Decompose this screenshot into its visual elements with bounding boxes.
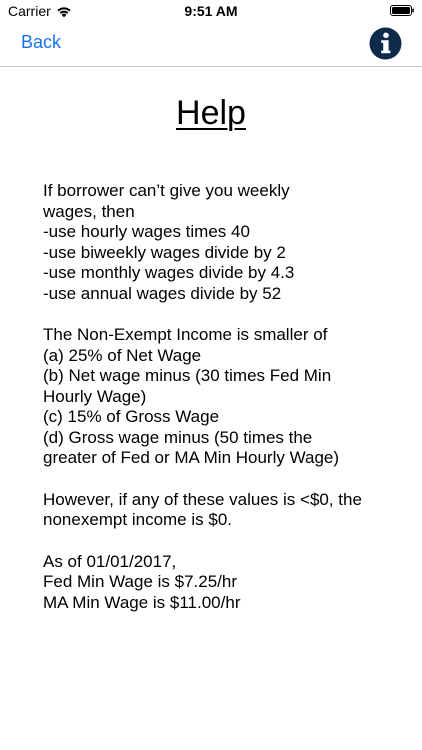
help-text-line: -use annual wages divide by 52	[43, 283, 282, 303]
page-title: Help	[176, 94, 246, 132]
help-text-line: The Non-Exempt Income is smaller of	[43, 325, 328, 344]
help-text-line: As of 01/01/2017,	[43, 551, 177, 571]
minimum-wage-info	[43, 552, 403, 614]
status-time: 9:51 AM	[184, 3, 238, 19]
back-button[interactable]: Back	[21, 32, 62, 52]
help-text-line: greater of Fed or MA Min Hourly Wage)	[43, 448, 340, 467]
help-text-line: (c) 15% of Gross Wage	[43, 407, 220, 426]
help-text-line: nonexempt income is $0.	[43, 510, 232, 529]
non-exempt-income-rules	[43, 325, 403, 469]
help-text-line: -use monthly wages divide by 4.3	[43, 263, 295, 282]
help-text-line: (a) 25% of Net Wage	[43, 345, 202, 365]
navigation-bar	[0, 22, 422, 67]
negative-value-note	[43, 490, 403, 531]
info-icon[interactable]	[369, 27, 402, 60]
help-text-line: However, if any of these values is <$0, the	[43, 489, 362, 509]
help-text-line: Hourly Wage)	[43, 386, 147, 406]
help-text-line: wages, then	[43, 201, 135, 221]
help-content	[43, 181, 403, 613]
help-text-line: -use biweekly wages divide by 2	[43, 242, 286, 262]
help-text-line: Fed Min Wage is $7.25/hr	[43, 572, 238, 591]
help-text-line: -use hourly wages times 40	[43, 222, 250, 241]
weekly-wage-instructions	[43, 181, 403, 304]
battery-icon	[390, 5, 414, 16]
help-text-line: MA Min Wage is $11.00/hr	[43, 592, 241, 612]
status-bar	[0, 0, 422, 22]
carrier-label: Carrier	[8, 3, 51, 19]
help-text-line: (d) Gross wage minus (50 times the	[43, 427, 313, 447]
help-text-line: If borrower can’t give you weekly	[43, 181, 290, 200]
help-text-line: (b) Net wage minus (30 times Fed Min	[43, 366, 332, 385]
